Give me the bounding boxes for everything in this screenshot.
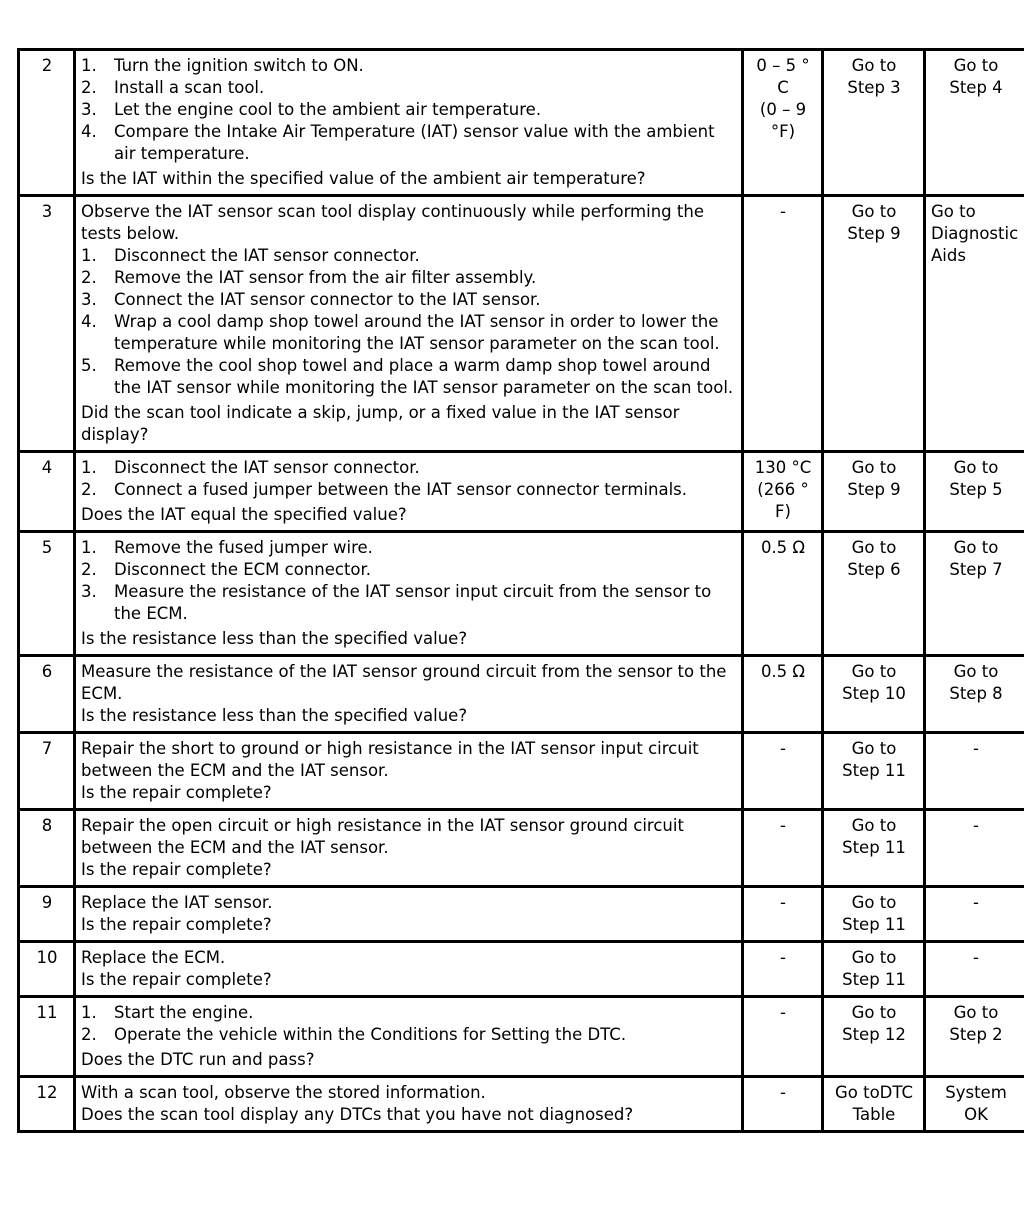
- item-number: 3.: [81, 100, 97, 119]
- item-number: 1.: [81, 56, 97, 75]
- action-step-item: [81, 559, 737, 581]
- action-step-item: [81, 121, 737, 165]
- table-row: [19, 997, 1024, 1077]
- no-cell-line: -: [973, 893, 979, 912]
- yes-cell: [823, 733, 925, 810]
- action-cell: [75, 452, 743, 532]
- action-question: Is the resistance less than the specified value?: [81, 706, 468, 725]
- yes-cell: [823, 887, 925, 942]
- value-cell-line: C: [777, 78, 789, 97]
- item-text: Compare the Intake Air Temperature (IAT) sensor value with the ambient air temperature.: [114, 122, 715, 163]
- table-row: [19, 452, 1024, 532]
- value-cell: [743, 196, 823, 452]
- yes-cell: [823, 942, 925, 997]
- step-number: 12: [19, 1077, 75, 1132]
- action-intro: Measure the resistance of the IAT sensor ground circuit from the sensor to the ECM.: [81, 662, 727, 703]
- action-intro: Repair the short to ground or high resistance in the IAT sensor input circuit between the ECM and the IAT sensor.: [81, 739, 699, 780]
- step-number: 2: [19, 50, 75, 196]
- yes-cell: [823, 196, 925, 452]
- diagnostic-table: [17, 48, 1024, 1133]
- action-cell: [75, 196, 743, 452]
- value-cell-line: 130 °C: [754, 458, 812, 477]
- item-text: Let the engine cool to the ambient air temperature.: [114, 100, 542, 119]
- item-number: 1.: [81, 246, 97, 265]
- action-step-item: [81, 99, 737, 121]
- action-cell: [75, 997, 743, 1077]
- item-text: Connect the IAT sensor connector to the IAT sensor.: [114, 290, 541, 309]
- action-step-item: [81, 1024, 737, 1046]
- table-row: [19, 733, 1024, 810]
- value-cell: [743, 1077, 823, 1132]
- yes-cell-line: Step 10: [842, 684, 906, 703]
- action-question: Is the resistance less than the specified value?: [81, 629, 468, 648]
- value-cell: [743, 942, 823, 997]
- action-cell: [75, 887, 743, 942]
- no-cell: [925, 50, 1024, 196]
- item-number: 3.: [81, 582, 97, 601]
- action-cell: [75, 656, 743, 733]
- no-cell: [925, 810, 1024, 887]
- yes-cell-line: Go to: [851, 458, 897, 477]
- action-cell: [75, 733, 743, 810]
- action-step-item: [81, 355, 737, 399]
- value-cell-line: 0.5 Ω: [760, 662, 806, 681]
- action-question: Is the repair complete?: [81, 915, 272, 934]
- yes-cell-line: Go to: [851, 816, 897, 835]
- value-cell-line: -: [780, 739, 786, 758]
- action-step-item: [81, 55, 737, 77]
- no-cell: [925, 997, 1024, 1077]
- item-text: Start the engine.: [114, 1003, 254, 1022]
- item-text: Remove the fused jumper wire.: [114, 538, 373, 557]
- table-row: [19, 942, 1024, 997]
- action-question: Does the DTC run and pass?: [81, 1050, 315, 1069]
- action-intro: With a scan tool, observe the stored information.: [81, 1083, 486, 1102]
- item-text: Operate the vehicle within the Conditions for Setting the DTC.: [114, 1025, 627, 1044]
- no-cell: [925, 532, 1024, 656]
- action-question: Does the IAT equal the specified value?: [81, 505, 407, 524]
- yes-cell-line: Go to: [851, 662, 897, 681]
- action-cell: [75, 50, 743, 196]
- yes-cell: [823, 532, 925, 656]
- value-cell-line: -: [780, 202, 786, 221]
- action-cell: [75, 532, 743, 656]
- value-cell-line: -: [780, 816, 786, 835]
- item-number: 1.: [81, 458, 97, 477]
- yes-cell-line: Step 11: [842, 915, 906, 934]
- no-cell-line: Step 7: [949, 560, 1003, 579]
- step-number: 3: [19, 196, 75, 452]
- no-cell-line: Go to: [953, 538, 999, 557]
- action-intro: Observe the IAT sensor scan tool display continuously while performing the tests below.: [81, 202, 704, 243]
- yes-cell-line: Go toDTC: [834, 1083, 914, 1102]
- no-cell-line: Diagnostic: [931, 224, 1019, 243]
- action-step-item: [81, 479, 737, 501]
- table-row: [19, 887, 1024, 942]
- diagnostic-table-body: [19, 50, 1024, 1132]
- no-cell: [925, 1077, 1024, 1132]
- yes-cell-line: Step 6: [847, 560, 901, 579]
- action-cell: [75, 1077, 743, 1132]
- item-number: 2.: [81, 1025, 97, 1044]
- table-row: [19, 196, 1024, 452]
- step-number: 11: [19, 997, 75, 1077]
- yes-cell-line: Go to: [851, 56, 897, 75]
- action-step-item: [81, 245, 737, 267]
- action-intro: Repair the open circuit or high resistance in the IAT sensor ground circuit between the ECM and the IAT sensor.: [81, 816, 684, 857]
- yes-cell-line: Go to: [851, 538, 897, 557]
- value-cell-line: -: [780, 948, 786, 967]
- item-number: 3.: [81, 290, 97, 309]
- yes-cell-line: Step 3: [847, 78, 901, 97]
- value-cell-line: (0 – 9: [759, 100, 807, 119]
- yes-cell: [823, 997, 925, 1077]
- no-cell: [925, 656, 1024, 733]
- yes-cell: [823, 656, 925, 733]
- yes-cell: [823, 1077, 925, 1132]
- item-text: Install a scan tool.: [114, 78, 265, 97]
- no-cell-line: OK: [964, 1105, 988, 1124]
- action-question: Is the repair complete?: [81, 970, 272, 989]
- no-cell-line: Go to: [931, 202, 976, 221]
- no-cell: [925, 942, 1024, 997]
- value-cell-line: -: [780, 893, 786, 912]
- no-cell-line: Step 5: [949, 480, 1003, 499]
- value-cell: [743, 50, 823, 196]
- action-cell: [75, 942, 743, 997]
- value-cell-line: (266 °: [757, 480, 809, 499]
- step-number: 6: [19, 656, 75, 733]
- yes-cell-line: Step 11: [842, 970, 906, 989]
- no-cell-line: -: [973, 816, 979, 835]
- no-cell-line: Go to: [953, 1003, 999, 1022]
- no-cell-line: -: [973, 739, 979, 758]
- item-text: Measure the resistance of the IAT sensor input circuit from the sensor to the ECM.: [114, 582, 712, 623]
- action-intro: Replace the IAT sensor.: [81, 893, 273, 912]
- value-cell: [743, 733, 823, 810]
- item-text: Connect a fused jumper between the IAT sensor connector terminals.: [114, 480, 688, 499]
- value-cell-line: -: [780, 1083, 786, 1102]
- no-cell: [925, 887, 1024, 942]
- table-row: [19, 50, 1024, 196]
- action-question: Did the scan tool indicate a skip, jump, or a fixed value in the IAT sensor display?: [81, 403, 680, 444]
- table-row: [19, 1077, 1024, 1132]
- action-question: Does the scan tool display any DTCs that you have not diagnosed?: [81, 1105, 634, 1124]
- item-number: 4.: [81, 312, 97, 331]
- yes-cell-line: Go to: [851, 893, 897, 912]
- no-cell-line: Go to: [953, 662, 999, 681]
- step-number: 9: [19, 887, 75, 942]
- value-cell-line: -: [780, 1003, 786, 1022]
- no-cell-line: System: [945, 1083, 1007, 1102]
- item-text: Disconnect the IAT sensor connector.: [114, 246, 420, 265]
- yes-cell-line: Go to: [851, 202, 897, 221]
- item-number: 2.: [81, 268, 97, 287]
- item-text: Disconnect the ECM connector.: [114, 560, 372, 579]
- yes-cell-line: Table: [852, 1105, 896, 1124]
- yes-cell-line: Go to: [851, 948, 897, 967]
- item-number: 2.: [81, 560, 97, 579]
- yes-cell-line: Step 9: [847, 480, 901, 499]
- action-question: Is the repair complete?: [81, 860, 272, 879]
- action-step-item: [81, 267, 737, 289]
- item-number: 1.: [81, 1003, 97, 1022]
- action-step-item: [81, 289, 737, 311]
- value-cell: [743, 532, 823, 656]
- yes-cell: [823, 50, 925, 196]
- action-step-item: [81, 457, 737, 479]
- item-number: 2.: [81, 78, 97, 97]
- value-cell: [743, 887, 823, 942]
- step-number: 4: [19, 452, 75, 532]
- item-text: Remove the IAT sensor from the air filter assembly.: [114, 268, 537, 287]
- item-number: 4.: [81, 122, 97, 141]
- step-number: 10: [19, 942, 75, 997]
- step-number: 5: [19, 532, 75, 656]
- item-number: 5.: [81, 356, 97, 375]
- no-cell-line: Step 4: [949, 78, 1003, 97]
- no-cell: [925, 196, 1024, 452]
- no-cell-line: Aids: [931, 246, 966, 265]
- yes-cell-line: Step 11: [842, 761, 906, 780]
- yes-cell: [823, 810, 925, 887]
- no-cell-line: Go to: [953, 458, 999, 477]
- item-text: Disconnect the IAT sensor connector.: [114, 458, 420, 477]
- value-cell-line: 0.5 Ω: [760, 538, 806, 557]
- action-step-item: [81, 1002, 737, 1024]
- no-cell: [925, 452, 1024, 532]
- action-question: Is the repair complete?: [81, 783, 272, 802]
- yes-cell-line: Go to: [851, 739, 897, 758]
- yes-cell-line: Step 9: [847, 224, 901, 243]
- table-row: [19, 656, 1024, 733]
- table-row: [19, 532, 1024, 656]
- action-intro: Replace the ECM.: [81, 948, 226, 967]
- action-cell: [75, 810, 743, 887]
- yes-cell-line: Go to: [851, 1003, 897, 1022]
- yes-cell: [823, 452, 925, 532]
- value-cell: [743, 997, 823, 1077]
- item-text: Remove the cool shop towel and place a warm damp shop towel around the IAT sensor while monitoring the IAT sensor parameter on the scan tool.: [114, 356, 734, 397]
- item-text: Wrap a cool damp shop towel around the IAT sensor in order to lower the temperature while monitoring the IAT sensor parameter on the scan tool.: [114, 312, 720, 353]
- value-cell: [743, 656, 823, 733]
- no-cell-line: Step 2: [949, 1025, 1003, 1044]
- no-cell-line: Step 8: [949, 684, 1003, 703]
- step-number: 7: [19, 733, 75, 810]
- action-step-item: [81, 537, 737, 559]
- action-step-item: [81, 581, 737, 625]
- item-number: 2.: [81, 480, 97, 499]
- action-question: Is the IAT within the specified value of the ambient air temperature?: [81, 169, 646, 188]
- value-cell-line: °F): [770, 122, 796, 141]
- value-cell: [743, 452, 823, 532]
- item-text: Turn the ignition switch to ON.: [114, 56, 364, 75]
- table-row: [19, 810, 1024, 887]
- yes-cell-line: Step 12: [842, 1025, 906, 1044]
- step-number: 8: [19, 810, 75, 887]
- action-step-item: [81, 311, 737, 355]
- action-step-item: [81, 77, 737, 99]
- value-cell-line: F): [775, 502, 791, 521]
- value-cell-line: 0 – 5 °: [756, 56, 810, 75]
- yes-cell-line: Step 11: [842, 838, 906, 857]
- no-cell: [925, 733, 1024, 810]
- item-number: 1.: [81, 538, 97, 557]
- no-cell-line: Go to: [953, 56, 999, 75]
- no-cell-line: -: [973, 948, 979, 967]
- value-cell: [743, 810, 823, 887]
